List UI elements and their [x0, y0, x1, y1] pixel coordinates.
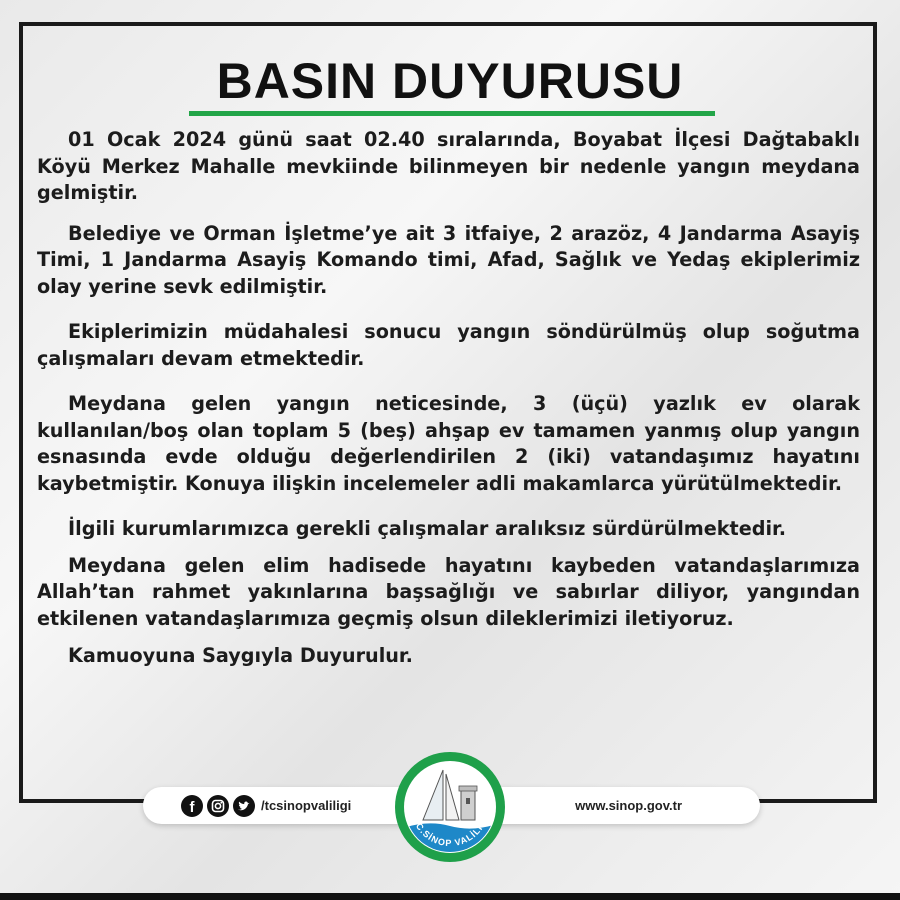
social-handle[interactable]: /tcsinopvaliligi — [261, 798, 352, 813]
paragraph-1: 01 Ocak 2024 günü saat 02.40 sıralarında, Boyabat İlçesi Dağtabaklı Köyü Merkez Mahalle mevkiinde bilinmeyen bir nedenle yangın meydana gelmiştir. — [37, 128, 860, 204]
page-title: BASIN DUYURUSU — [216, 53, 684, 109]
svg-text:T.C.SİNOP VALİLİĞİ: T.C.SİNOP VALİLİĞİ — [410, 814, 490, 849]
social-bar — [143, 787, 433, 824]
sinop-governorship-logo — [393, 750, 507, 864]
website-link[interactable]: www.sinop.gov.tr — [575, 798, 682, 813]
paragraph-5: İlgili kurumlarımızca gerekli çalışmalar aralıksız sürdürülmektedir. — [68, 517, 787, 540]
facebook-icon[interactable] — [181, 795, 203, 817]
paragraph-7: Kamuoyuna Saygıyla Duyurulur. — [68, 644, 413, 667]
paragraph-2: Belediye ve Orman İşletme’ye ait 3 itfaiye, 2 arazöz, 4 Jandarma Asayiş Timi, 1 Jandarma Asayiş Komando timi, Afad, Sağlık ve Yedaş ekiplerimiz olay yerine sevk edilmiştir. — [37, 221, 860, 298]
paragraph-4: Meydana gelen yangın neticesinde, 3 (üçü) yazlık ev olarak kullanılan/boş olan toplam 5 (beş) ahşap ev tamamen yanmış olup yangın esnasında evde olduğu değerlendirilen 2 (iki) vatandaşımız hayatını kaybetmiştir. Konuya ilişkin incelemeler adli makamlarca yürütülmektedir. — [37, 392, 860, 495]
instagram-icon[interactable] — [207, 795, 229, 817]
twitter-icon[interactable] — [233, 795, 255, 817]
title-underline — [189, 111, 715, 116]
paragraph-3: Ekiplerimizin müdahalesi sonucu yangın söndürülmüş olup soğutma çalışmaları devam etmektedir. — [37, 320, 860, 370]
svg-text:f: f — [189, 798, 195, 816]
website-bar — [470, 787, 760, 824]
announcement-body — [37, 124, 860, 670]
paragraph-6: Meydana gelen elim hadisede hayatını kaybeden vatandaşlarımıza Allah’tan rahmet yakınlarına başsağlığı ve sabırlar diliyor, yangından etkilenen vatandaşlarımıza geçmiş olsun dileklerimizi iletiyoruz. — [37, 553, 860, 630]
bottom-bar — [0, 893, 900, 900]
